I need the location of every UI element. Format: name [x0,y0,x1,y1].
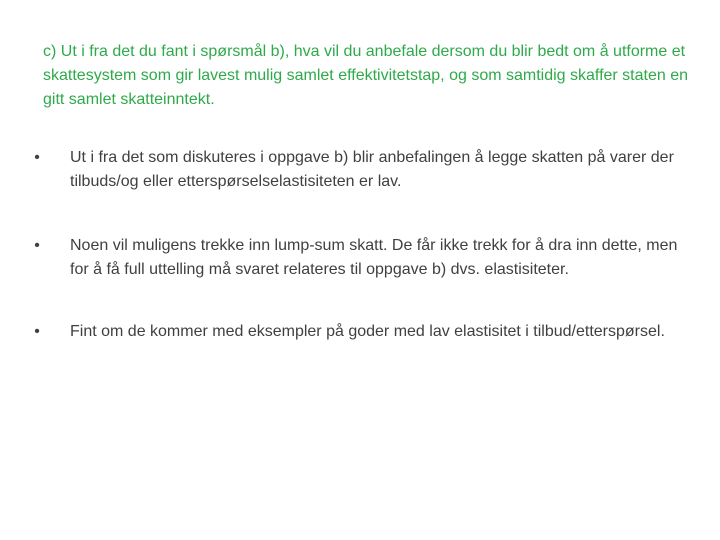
bullet-text-2: Noen vil muligens trekke inn lump-sum skatt. De får ikke trekk for å dra inn dette, men for å få full uttelling må svaret relateres til oppgave b) dvs. elastisiteter. [70,237,678,278]
bullet-item-3 [28,320,693,344]
bullet-text-1: Ut i fra det som diskuteres i oppgave b) blir anbefalingen å legge skatten på varer der tilbuds/og eller etterspørselselastisiteten er lav. [70,149,674,190]
bullet-item-2 [28,234,693,282]
bullet-dot-icon: • [34,149,40,166]
answer-bullet-list [28,146,693,344]
bullet-text-3: Fint om de kommer med eksempler på goder med lav elastisitet i tilbud/etterspørsel. [70,323,665,340]
bullet-dot-icon: • [34,323,40,340]
bullet-dot-icon: • [34,237,40,254]
question-heading: c) Ut i fra det du fant i spørsmål b), hva vil du anbefale dersom du blir bedt om å utforme et skattesystem som gir lavest mulig samlet effektivitetstap, og som samtidig skaffer staten en gitt samlet skatteinntekt. [43,43,689,108]
bullet-item-1 [28,146,693,194]
